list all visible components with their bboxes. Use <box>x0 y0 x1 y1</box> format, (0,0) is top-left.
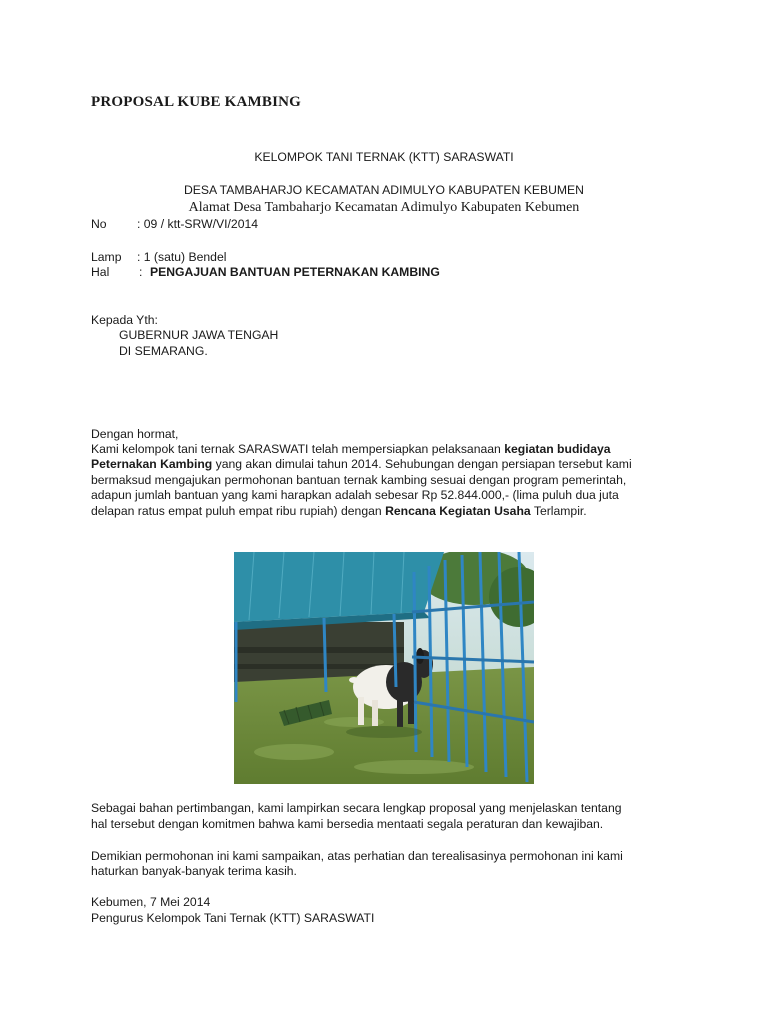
paragraph-3-line-1: Demikian permohonan ini kami sampaikan, atas perhatian dan terealisasinya permohonan ini kami <box>91 849 623 863</box>
signatory: Pengurus Kelompok Tani Ternak (KTT) SARASWATI <box>91 911 375 925</box>
document-title: PROPOSAL KUBE KAMBING <box>91 94 302 110</box>
paragraph-3-line-2: haturkan banyak-banyak terima kasih. <box>91 864 297 878</box>
recipient-salutation: Kepada Yth: <box>91 313 158 327</box>
no-value: : 09 / ktt-SRW/VI/2014 <box>137 217 259 231</box>
hal-label: Hal <box>91 265 110 279</box>
body-line-5: delapan ratus empat puluh empat ribu rupiah) dengan Rencana Kegiatan Usaha Terlampir. <box>91 504 587 518</box>
recipient-name: GUBERNUR JAWA TENGAH <box>119 328 279 342</box>
org-name: KELOMPOK TANI TERNAK (KTT) SARASWATI <box>254 150 514 164</box>
body-line-4: adapun jumlah bantuan yang kami harapkan adalah sebesar Rp 52.844.000,- (lima puluh dua juta <box>91 488 619 502</box>
lamp-value: : 1 (satu) Bendel <box>137 250 227 264</box>
paragraph-2-line-2: hal tersebut dengan komitmen bahwa kami bersedia mentaati segala peraturan dan kewajiban. <box>91 817 604 831</box>
hal-value: PENGAJUAN BANTUAN PETERNAKAN KAMBING <box>150 265 440 279</box>
lamp-label: Lamp <box>91 250 122 264</box>
goat-pen-photo <box>234 552 534 784</box>
address-line: Alamat Desa Tambaharjo Kecamatan Adimulyo Kabupaten Kebumen <box>188 200 580 215</box>
hal-separator: : <box>139 265 143 279</box>
no-label: No <box>91 217 107 231</box>
body-line-2: Peternakan Kambing yang akan dimulai tahun 2014. Sehubungan dengan persiapan tersebut kami <box>91 457 632 471</box>
body-line-1: Kami kelompok tani ternak SARASWATI telah mempersiapkan pelaksanaan kegiatan budidaya <box>91 442 611 456</box>
recipient-location: DI SEMARANG. <box>119 344 208 358</box>
village-line: DESA TAMBAHARJO KECAMATAN ADIMULYO KABUPATEN KEBUMEN <box>183 183 584 197</box>
greeting: Dengan hormat, <box>91 427 179 441</box>
place-date: Kebumen, 7 Mei 2014 <box>91 895 211 909</box>
body-line-3: bermaksud mengajukan permohonan bantuan ternak kambing sesuai dengan program pemerintah, <box>91 473 627 487</box>
paragraph-2-line-1: Sebagai bahan pertimbangan, kami lampirkan secara lengkap proposal yang menjelaskan tentang <box>91 801 622 815</box>
